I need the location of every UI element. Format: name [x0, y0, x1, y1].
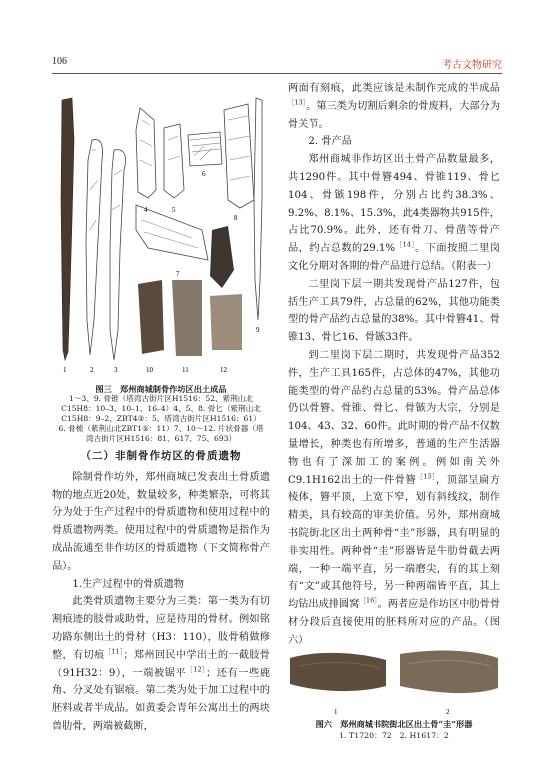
artifact-9-bone-awl-drawing — [254, 98, 262, 320]
body-paragraph: 两面有刻痕，此类应该是未制作完成的半成品$^{[13]}$。第三类为切割后剩余的骨废料，大部分为骨关节。 — [288, 83, 501, 130]
figure-3-artifacts — [52, 80, 270, 382]
citation-15: ［15］ — [416, 472, 436, 481]
figure-6-caption — [288, 719, 500, 741]
subheading: 2. 骨产品 — [308, 136, 352, 148]
artifact-3-bone-awl-drawing — [110, 150, 126, 360]
artifact-2-bone-awl-drawing — [86, 140, 103, 355]
fig3-label-12: 12 — [220, 366, 227, 374]
citation-11: ［11］ — [104, 647, 124, 656]
fig3-label-11: 11 — [182, 366, 189, 374]
figure-6-caption-line: 1. T1720：72 2. H1617：2 — [339, 731, 449, 740]
page-number: 106 — [52, 56, 67, 67]
citation-13: ［13］ — [288, 98, 307, 107]
artifact-4-bone-spatula-drawing — [136, 108, 156, 198]
fig3-label-10: 10 — [146, 366, 153, 374]
fig3-label-2: 2 — [90, 366, 94, 374]
fig3-label-6: 6 — [202, 170, 206, 178]
figure-6-title: 图六 郑州商城书院街北区出土骨“圭”形器 — [315, 719, 473, 729]
journal-title: 考古文物研究 — [442, 60, 502, 71]
figure-6 — [288, 642, 500, 722]
figure-3-caption-line: 6. 骨梳（紫荆山北ZBT1⑤：11）7、10～12. 片状骨器（塔 — [58, 424, 264, 433]
fig6-label-1: 1 — [334, 708, 338, 716]
fig3-label-7: 7 — [176, 270, 180, 278]
figure-3 — [52, 80, 270, 382]
artifact-7-photo — [210, 226, 234, 288]
artifact-gui-2-photo — [400, 651, 498, 694]
figure-3-title: 图三 郑州商城制骨作坊区出土成品 — [95, 384, 227, 394]
right-column — [288, 80, 500, 650]
artifact-gui-1-photo — [290, 653, 386, 691]
fig6-label-2: 2 — [446, 708, 450, 716]
header-rule — [52, 73, 502, 74]
fig3-label-1: 1 — [63, 366, 67, 374]
fig3-label-8: 8 — [234, 214, 238, 222]
citation-16: ［16］ — [359, 596, 378, 605]
artifact-12-photo — [210, 294, 242, 350]
artifact-5-bone-spatula-drawing — [164, 124, 184, 198]
artifact-1-bone-awl — [61, 98, 74, 360]
figure-3-caption-line: 湾古街片区H1516：81、617、75、693） — [85, 434, 237, 443]
fig3-label-3: 3 — [114, 366, 118, 374]
artifact-10-photo — [138, 280, 164, 354]
body-paragraph: 除制骨作坊外，郑州商城已发表出土骨质遗物的地点近20处，数量较多，种类繁杂，可将其分为处于生产过程中的骨质遗物和使用过程中的骨质遗物两类。使用过程中的骨质遗物是指作为成品流通至非作坊区的骨质遗物（下文简称骨产品）。 — [52, 471, 270, 572]
subheading: 1.生产过程中的骨质遗物 — [72, 578, 184, 590]
figure-3-caption — [52, 384, 270, 444]
citation-12: ［12］ — [186, 665, 206, 674]
section-title: （二）非制骨作坊区的骨质遗物 — [80, 450, 242, 462]
citation-14: ［14］ — [395, 240, 416, 249]
body-paragraph: 此类骨质遗物主要分为三类：第一类为有切割痕迹的肢骨或助骨，应是待用的骨材。例如铭功路东侧出土的骨材（H3：110），肢骨稍做修整，有切痕$^{[11]}$；郑州回民中学出土的一截肢骨（91H32：9），一端被锯平$^{[12]}$；还有一些鹿角、分叉处有锯痕。第二类为处于加工过程中的胚料或者半成品。如黄委会青年公寓出土的两块兽肋骨，两端被截断， — [52, 596, 271, 732]
figure-3-caption-line: C15H8：10–3、10–1、16–4）4、5、8. 骨匕（紫荆山北 — [61, 404, 261, 413]
figure-6-artifacts — [288, 642, 500, 722]
body-paragraph: 郑州商城非作坊区出土骨产品数量最多，共1290件。其中骨簪494、骨锥119、骨匕104、骨镞198件，分别占比约38.3%、9.2%、8.1%、15.3%，此4类器物共915件，占比70.9%。此外，还有骨刀、骨凿等骨产品，约占总数的29.1%$^{[14]}$。下面按照二里岗文化分期对各期的骨产品进行总结。（附表一） — [288, 154, 500, 272]
fig3-label-5: 5 — [172, 206, 176, 214]
artifact-11-photo — [172, 280, 202, 356]
left-column — [52, 80, 270, 736]
figure-3-caption-line: 1～3、9. 骨锥（塔湾古街片区H1516：52、紫荆山北 — [68, 394, 254, 403]
body-paragraph: 二里岗下层一期共发现骨产品127件，包括生产工具79件，占总量的62%，其他功能类型的骨产品约占总量的38%。其中骨簪41、骨锥13、骨匕16、骨镞33件。 — [288, 278, 500, 344]
page-header — [52, 56, 502, 72]
fig3-label-9: 9 — [256, 326, 260, 334]
figure-3-caption-line: C15H8：9–2、ZBT4③：5、塔湾古街片区H1516：61） — [61, 414, 261, 423]
fig3-label-4: 4 — [144, 206, 148, 214]
body-paragraph: 到二里岗下层二期时，共发现骨产品352件，生产工具165件，占总体的47%，其他功能类型的骨产品约占总量的53%。骨产品总体仍以骨簪、骨锥、骨匕、骨镞为大宗，分别是104、43、32、60件。此时期的骨产品不仅数量增长，种类也有所增多，普通的生产生活器物也有了深加工的案例。例如南关外C9.1H162出土的一件骨簪$^{[15]}$，顶部呈扁方棱体，簪平顶，上宽下窄，划有斜线纹，制作精美，具有较高的审美价值。另外，郑州商城书院街北区出土两种骨“圭”形器，具有明显的非实用性。两种骨“圭”形器皆是牛肋骨截去两端，一种一端平直，另一端磨尖，有的其上刻有“文”或其他符号，另一种两端皆平直，其上均钻出成排圆窝$^{[16]}$。两者应是作坊区中肋骨骨材分段后直接使用的胚料所对应的产品。（图六） — [288, 349, 501, 646]
